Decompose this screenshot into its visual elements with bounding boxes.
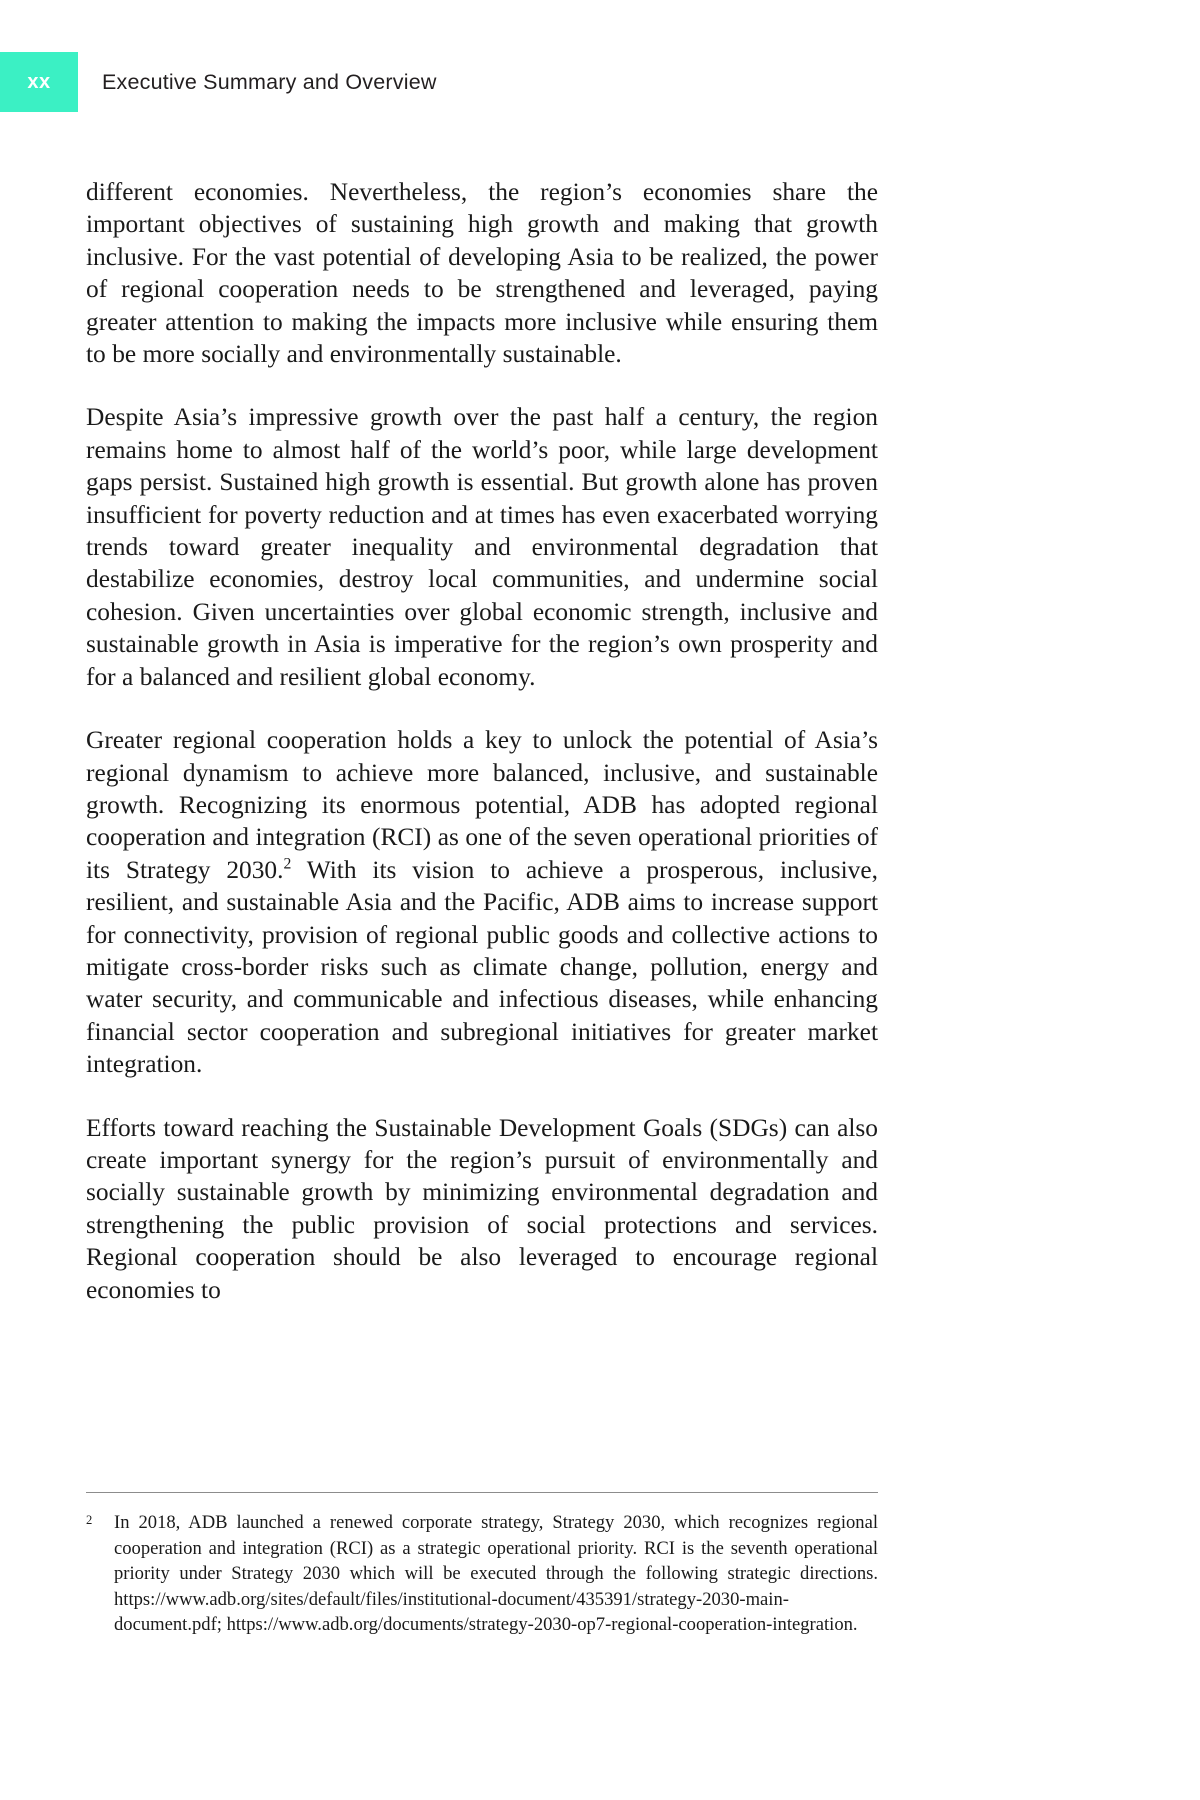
footnote-entry (86, 1510, 878, 1638)
page-running-header (0, 52, 1200, 112)
chapter-title: Executive Summary and Overview (102, 69, 437, 94)
body-paragraph-4: Efforts toward reaching the Sustainable Development Goals (SDGs) can also create important synergy for the region’s pursuit of environmentally and socially sustainable growth by minimizing environmental degradation and strengthening the public provision of social protections and services. Regional cooperation should be also leveraged to encourage regional economies to (86, 1113, 878, 1304)
body-paragraph-1: different economies. Nevertheless, the region’s economies share the important objectives of sustaining high growth and making that growth inclusive. For the vast potential of developing Asia to be realized, the power of regional cooperation needs to be strengthened and leveraged, paying greater attention to making the impacts more inclusive while ensuring them to be more socially and environmentally sustainable. (86, 178, 878, 369)
body-paragraph-2: Despite Asia’s impressive growth over the past half a century, the region remains home to almost half of the world’s poor, while large development gaps persist. Sustained high growth is essential. But growth alone has proven insufficient for poverty reduction and at times has even exacerbated worrying trends toward greater inequality and environmental degradation that destabilize economies, destroy local communities, and undermine social cohesion. Given uncertainties over global economic strength, inclusive and sustainable growth in Asia is imperative for the region’s own prosperity and for a balanced and resilient global economy. (86, 403, 878, 691)
footnote-text: In 2018, ADB launched a renewed corporate strategy, Strategy 2030, which recognizes regional cooperation and integration (RCI) as a strategic operational priority. RCI is the seventh operational priority under Strategy 2030 which will be executed through the following strategic directions. https://www.adb.org/sites/default/files/institutional-document/435391/strategy-2030-main-document.pdf; https://www.adb.org/documents/strategy-2030-op7-regional-cooperation-integration. (114, 1512, 878, 1636)
footnote-area (86, 1492, 878, 1638)
footnote-number: 2 (86, 1513, 93, 1527)
page-folio-block (0, 52, 78, 112)
body-paragraph-3-text-before-footnote-ref: Greater regional cooperation holds a key to unlock the potential of Asia’s regional dynamism to achieve more balanced, inclusive, and sustainable growth. Recognizing its enormous potential, ADB has adopted regional cooperation and integration (RCI) as one of the seven operational priorities of its Strategy 2030. (86, 726, 878, 884)
page-number: xx (27, 71, 51, 93)
footnote-reference-marker[interactable]: 2 (283, 855, 292, 873)
body-paragraph-3-text-after-footnote-ref: With its vision to achieve a prosperous, inclusive, resilient, and sustainable Asia and the Pacific, ADB aims to increase support for connectivity, provision of regional public goods and collective actions to mitigate cross-border risks such as climate change, pollution, energy and water security, and communicable and infectious diseases, while enhancing financial sector cooperation and subregional initiatives for greater market integration. (86, 855, 878, 1079)
body-paragraph-3 (86, 724, 878, 1080)
body-text-column (86, 176, 878, 1306)
footnote-separator-rule (86, 1492, 878, 1493)
